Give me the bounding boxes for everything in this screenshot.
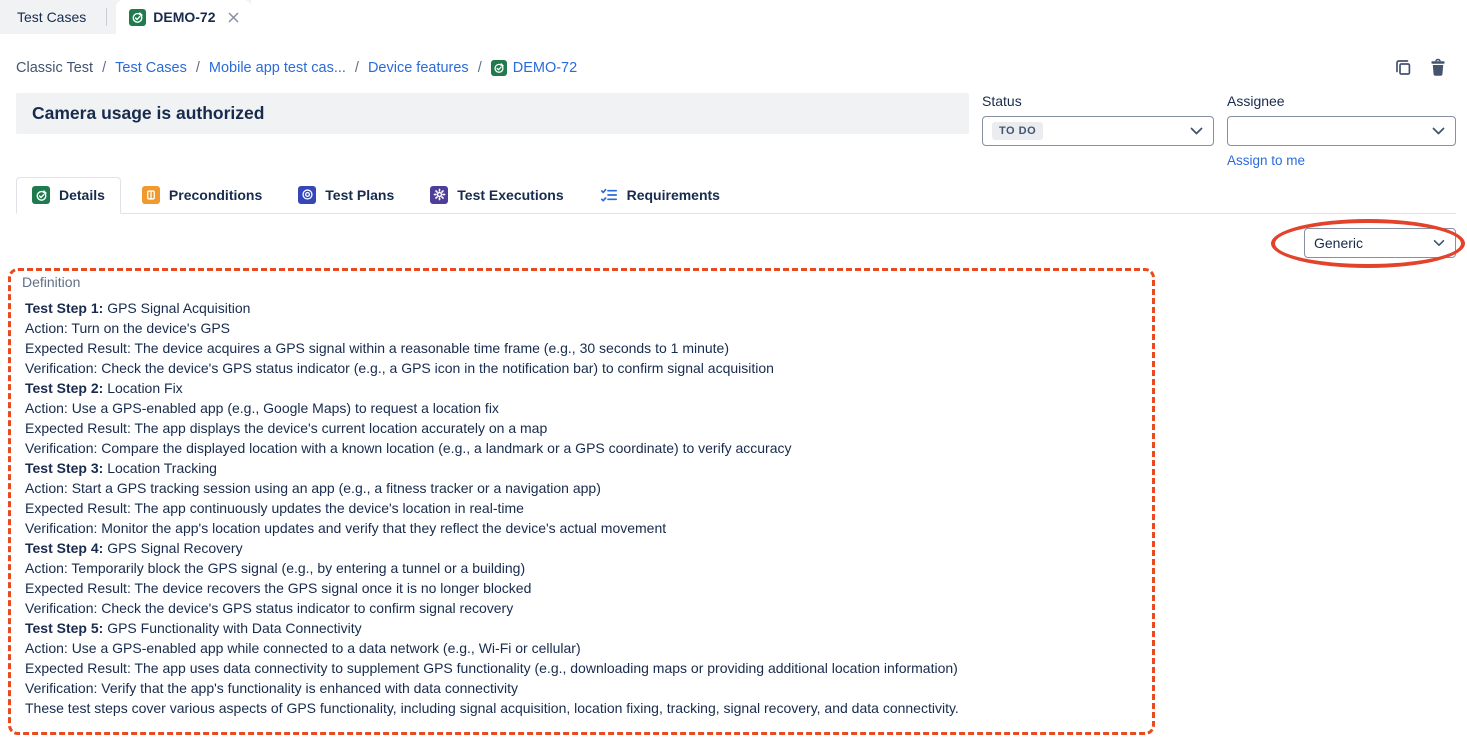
step-expected-result: Expected Result: The app displays the device's current location accurately on a map [25,420,548,436]
test-type-value: Generic [1314,235,1364,251]
step-verification: Verification: Compare the displayed location with a known location (e.g., a landmark or a GPS coordinate) to verify accuracy [25,440,792,456]
trash-icon[interactable] [1428,57,1448,78]
breadcrumb-separator: / [102,59,107,76]
window-tab-strip [0,0,251,34]
chevron-down-icon [1432,127,1445,136]
close-icon[interactable] [228,12,239,23]
breadcrumb-separator: / [354,59,359,76]
breadcrumb [16,60,577,76]
step-expected-result: Expected Result: The device recovers the GPS signal once it is no longer blocked [25,580,532,596]
breadcrumb-item-test-cases[interactable]: Test Cases [115,59,187,76]
test-type-select[interactable] [1304,228,1456,258]
tab-preconditions[interactable] [127,177,277,213]
tab-label: Preconditions [168,186,263,203]
tab-label: Requirements [626,186,720,203]
status-badge: TO DO [992,122,1043,140]
step-verification: Verification: Verify that the app's functionality is enhanced with data connectivity [25,680,518,696]
copy-icon[interactable] [1392,57,1413,78]
step-expected-result: Expected Result: The app uses data connectivity to supplement GPS functionality (e.g., downloading maps or providing additional location information) [25,660,958,676]
step-title: Test Step 3: Location Tracking [25,460,217,476]
requirements-icon [600,186,618,204]
step-verification: Verification: Monitor the app's location updates and verify that they reflect the device's actual movement [25,520,667,536]
breadcrumb-separator: / [477,59,482,76]
step-action: Action: Turn on the device's GPS [25,320,231,336]
definition-label: Definition [22,274,81,290]
tab-test-executions[interactable] [415,177,578,213]
step-action: Action: Use a GPS-enabled app while connected to a data network (e.g., Wi-Fi or cellular) [25,640,581,656]
test-plan-icon [298,186,316,204]
definition-summary: These test steps cover various aspects of GPS functionality, including signal acquisition, location fixing, tracking, signal recovery, and data connectivity. [25,700,959,716]
breadcrumb-item-mobile-app-folder[interactable]: Mobile app test cas... [208,59,346,76]
breadcrumb-label: DEMO-72 [512,59,578,76]
status-select[interactable] [982,116,1214,146]
breadcrumb-item-device-features[interactable]: Device features [367,59,469,76]
test-details-icon [32,186,50,204]
assign-to-me-link[interactable]: Assign to me [1227,153,1306,168]
step-title: Test Step 1: GPS Signal Acquisition [25,300,251,316]
chevron-down-icon [1433,239,1445,247]
window-tab-demo-72[interactable] [116,0,251,34]
window-tab-label: DEMO-72 [153,9,216,25]
tab-test-plans[interactable] [283,177,409,213]
definition-editor[interactable] [8,268,1155,735]
page-title: Camera usage is authorized [32,103,265,123]
assignee-select[interactable] [1227,116,1456,146]
precondition-icon [142,186,160,204]
status-field [982,93,1214,170]
window-tab-test-cases[interactable] [0,0,106,34]
step-title: Test Step 2: Location Fix [25,380,183,396]
tab-divider [106,8,107,26]
breadcrumb-item-classic-test: Classic Test [16,59,94,76]
tab-label: Test Plans [325,186,395,203]
chevron-down-icon [1190,127,1203,136]
step-verification: Verification: Check the device's GPS status indicator (e.g., a GPS icon in the notification bar) to confirm signal acquisition [25,360,774,376]
tab-label: Test Executions [457,186,564,203]
step-verification: Verification: Check the device's GPS status indicator to confirm signal recovery [25,600,514,616]
assignee-field [1227,93,1456,170]
test-case-icon [491,60,507,76]
assignee-label: Assignee [1227,93,1285,109]
test-execution-icon [430,186,448,204]
test-case-icon [129,9,146,26]
status-label: Status [982,93,1022,109]
step-expected-result: Expected Result: The app continuously updates the device's location in real-time [25,500,524,516]
breadcrumb-separator: / [195,59,200,76]
step-title: Test Step 5: GPS Functionality with Data Connectivity [25,620,362,636]
step-title: Test Step 4: GPS Signal Recovery [25,540,243,556]
title-bar [16,93,969,134]
detail-tabs [16,177,1456,214]
step-action: Action: Start a GPS tracking session using an app (e.g., a fitness tracker or a navigation app) [25,480,601,496]
tab-label: Details [59,187,105,203]
tab-requirements[interactable] [585,177,735,213]
breadcrumb-item-demo-72[interactable] [491,60,577,76]
step-action: Action: Temporarily block the GPS signal (e.g., by entering a tunnel or a building) [25,560,526,576]
step-expected-result: Expected Result: The device acquires a GPS signal within a reasonable time frame (e.g., 30 seconds to 1 minute) [25,340,729,356]
step-action: Action: Use a GPS-enabled app (e.g., Google Maps) to request a location fix [25,400,499,416]
tab-details[interactable] [16,177,121,214]
window-tab-label: Test Cases [17,9,87,25]
